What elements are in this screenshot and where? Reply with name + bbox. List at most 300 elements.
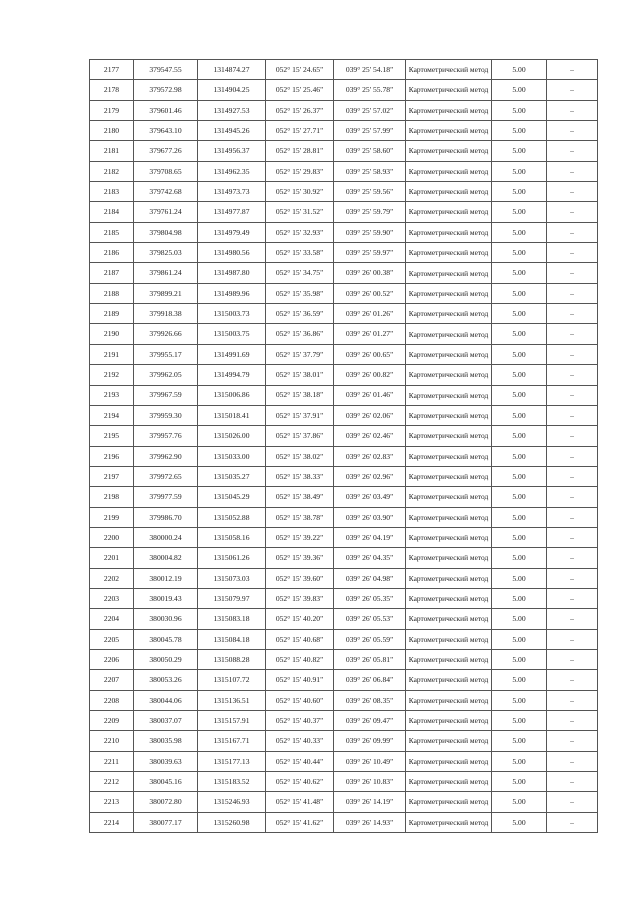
longitude-cell: 039° 25' 55.78"	[334, 80, 406, 100]
method-cell: Картометрический метод	[406, 731, 492, 751]
x-coordinate-cell: 379955.17	[134, 344, 198, 364]
accuracy-cell: 5.00	[492, 100, 547, 120]
latitude-cell: 052° 15' 38.18"	[266, 385, 334, 405]
point-number-cell: 2178	[90, 80, 134, 100]
x-coordinate-cell: 379572.98	[134, 80, 198, 100]
table-row	[90, 588, 598, 608]
x-coordinate-cell: 380050.29	[134, 649, 198, 669]
latitude-cell: 052° 15' 40.60"	[266, 690, 334, 710]
latitude-cell: 052° 15' 39.36"	[266, 548, 334, 568]
method-cell: Картометрический метод	[406, 202, 492, 222]
latitude-cell: 052° 15' 38.02"	[266, 446, 334, 466]
table-row	[90, 121, 598, 141]
x-coordinate-cell: 380072.80	[134, 792, 198, 812]
longitude-cell: 039° 25' 57.02"	[334, 100, 406, 120]
longitude-cell: 039° 25' 59.97"	[334, 243, 406, 263]
longitude-cell: 039° 25' 58.60"	[334, 141, 406, 161]
latitude-cell: 052° 15' 38.49"	[266, 487, 334, 507]
longitude-cell: 039° 26' 04.98"	[334, 568, 406, 588]
note-cell: –	[547, 751, 598, 771]
y-coordinate-cell: 1315246.93	[198, 792, 266, 812]
longitude-cell: 039° 26' 10.83"	[334, 772, 406, 792]
y-coordinate-cell: 1315083.18	[198, 609, 266, 629]
table-row	[90, 731, 598, 751]
accuracy-cell: 5.00	[492, 283, 547, 303]
x-coordinate-cell: 379825.03	[134, 243, 198, 263]
y-coordinate-cell: 1314904.25	[198, 80, 266, 100]
latitude-cell: 052° 15' 39.60"	[266, 568, 334, 588]
y-coordinate-cell: 1314973.73	[198, 182, 266, 202]
method-cell: Картометрический метод	[406, 263, 492, 283]
table-row	[90, 711, 598, 731]
latitude-cell: 052° 15' 27.71"	[266, 121, 334, 141]
note-cell: –	[547, 141, 598, 161]
accuracy-cell: 5.00	[492, 588, 547, 608]
y-coordinate-cell: 1314945.26	[198, 121, 266, 141]
y-coordinate-cell: 1314927.53	[198, 100, 266, 120]
longitude-cell: 039° 26' 01.46"	[334, 385, 406, 405]
note-cell: –	[547, 283, 598, 303]
table-row	[90, 365, 598, 385]
x-coordinate-cell: 380045.78	[134, 629, 198, 649]
x-coordinate-cell: 379643.10	[134, 121, 198, 141]
accuracy-cell: 5.00	[492, 344, 547, 364]
longitude-cell: 039° 25' 58.93"	[334, 161, 406, 181]
y-coordinate-cell: 1315157.91	[198, 711, 266, 731]
point-number-cell: 2196	[90, 446, 134, 466]
y-coordinate-cell: 1315003.75	[198, 324, 266, 344]
longitude-cell: 039° 26' 05.81"	[334, 649, 406, 669]
point-number-cell: 2214	[90, 812, 134, 832]
method-cell: Картометрический метод	[406, 304, 492, 324]
table-row	[90, 426, 598, 446]
point-number-cell: 2184	[90, 202, 134, 222]
accuracy-cell: 5.00	[492, 324, 547, 344]
table-row	[90, 548, 598, 568]
y-coordinate-cell: 1315084.18	[198, 629, 266, 649]
accuracy-cell: 5.00	[492, 690, 547, 710]
x-coordinate-cell: 379962.90	[134, 446, 198, 466]
note-cell: –	[547, 772, 598, 792]
note-cell: –	[547, 568, 598, 588]
note-cell: –	[547, 588, 598, 608]
method-cell: Картометрический метод	[406, 812, 492, 832]
note-cell: –	[547, 690, 598, 710]
latitude-cell: 052° 15' 34.75"	[266, 263, 334, 283]
note-cell: –	[547, 507, 598, 527]
latitude-cell: 052° 15' 40.33"	[266, 731, 334, 751]
note-cell: –	[547, 405, 598, 425]
longitude-cell: 039° 26' 01.27"	[334, 324, 406, 344]
accuracy-cell: 5.00	[492, 446, 547, 466]
y-coordinate-cell: 1315088.28	[198, 649, 266, 669]
point-number-cell: 2177	[90, 60, 134, 80]
y-coordinate-cell: 1314989.96	[198, 283, 266, 303]
table-row	[90, 243, 598, 263]
method-cell: Картометрический метод	[406, 100, 492, 120]
table-row	[90, 649, 598, 669]
latitude-cell: 052° 15' 40.68"	[266, 629, 334, 649]
table-row	[90, 629, 598, 649]
x-coordinate-cell: 379601.46	[134, 100, 198, 120]
table-row	[90, 670, 598, 690]
table-row	[90, 507, 598, 527]
note-cell: –	[547, 670, 598, 690]
method-cell: Картометрический метод	[406, 772, 492, 792]
longitude-cell: 039° 26' 02.06"	[334, 405, 406, 425]
longitude-cell: 039° 26' 04.35"	[334, 548, 406, 568]
x-coordinate-cell: 379962.05	[134, 365, 198, 385]
longitude-cell: 039° 26' 14.19"	[334, 792, 406, 812]
y-coordinate-cell: 1315003.73	[198, 304, 266, 324]
longitude-cell: 039° 26' 00.52"	[334, 283, 406, 303]
x-coordinate-cell: 380044.06	[134, 690, 198, 710]
accuracy-cell: 5.00	[492, 711, 547, 731]
note-cell: –	[547, 446, 598, 466]
coordinates-table	[89, 59, 598, 833]
point-number-cell: 2197	[90, 466, 134, 486]
accuracy-cell: 5.00	[492, 649, 547, 669]
x-coordinate-cell: 380045.16	[134, 772, 198, 792]
point-number-cell: 2203	[90, 588, 134, 608]
y-coordinate-cell: 1315033.00	[198, 446, 266, 466]
method-cell: Картометрический метод	[406, 426, 492, 446]
table-row	[90, 772, 598, 792]
document-page	[89, 59, 597, 833]
x-coordinate-cell: 380037.07	[134, 711, 198, 731]
longitude-cell: 039° 26' 05.35"	[334, 588, 406, 608]
y-coordinate-cell: 1315018.41	[198, 405, 266, 425]
longitude-cell: 039° 26' 08.35"	[334, 690, 406, 710]
method-cell: Картометрический метод	[406, 792, 492, 812]
longitude-cell: 039° 26' 10.49"	[334, 751, 406, 771]
note-cell: –	[547, 426, 598, 446]
longitude-cell: 039° 26' 00.65"	[334, 344, 406, 364]
accuracy-cell: 5.00	[492, 385, 547, 405]
x-coordinate-cell: 379957.76	[134, 426, 198, 446]
x-coordinate-cell: 379918.38	[134, 304, 198, 324]
y-coordinate-cell: 1314991.69	[198, 344, 266, 364]
longitude-cell: 039° 26' 14.93"	[334, 812, 406, 832]
accuracy-cell: 5.00	[492, 182, 547, 202]
accuracy-cell: 5.00	[492, 609, 547, 629]
point-number-cell: 2188	[90, 283, 134, 303]
note-cell: –	[547, 792, 598, 812]
table-row	[90, 609, 598, 629]
point-number-cell: 2198	[90, 487, 134, 507]
y-coordinate-cell: 1314962.35	[198, 161, 266, 181]
accuracy-cell: 5.00	[492, 365, 547, 385]
method-cell: Картометрический метод	[406, 324, 492, 344]
y-coordinate-cell: 1315006.86	[198, 385, 266, 405]
table-row	[90, 324, 598, 344]
accuracy-cell: 5.00	[492, 60, 547, 80]
latitude-cell: 052° 15' 38.01"	[266, 365, 334, 385]
point-number-cell: 2207	[90, 670, 134, 690]
table-row	[90, 202, 598, 222]
note-cell: –	[547, 548, 598, 568]
x-coordinate-cell: 380039.63	[134, 751, 198, 771]
table-row	[90, 751, 598, 771]
latitude-cell: 052° 15' 38.78"	[266, 507, 334, 527]
latitude-cell: 052° 15' 41.48"	[266, 792, 334, 812]
point-number-cell: 2206	[90, 649, 134, 669]
y-coordinate-cell: 1314874.27	[198, 60, 266, 80]
table-row	[90, 527, 598, 547]
y-coordinate-cell: 1315052.88	[198, 507, 266, 527]
table-row	[90, 141, 598, 161]
note-cell: –	[547, 161, 598, 181]
method-cell: Картометрический метод	[406, 466, 492, 486]
method-cell: Картометрический метод	[406, 344, 492, 364]
longitude-cell: 039° 25' 59.90"	[334, 222, 406, 242]
table-row	[90, 344, 598, 364]
longitude-cell: 039° 26' 09.99"	[334, 731, 406, 751]
note-cell: –	[547, 731, 598, 751]
table-row	[90, 446, 598, 466]
table-row	[90, 385, 598, 405]
y-coordinate-cell: 1315136.51	[198, 690, 266, 710]
method-cell: Картометрический метод	[406, 365, 492, 385]
latitude-cell: 052° 15' 40.62"	[266, 772, 334, 792]
x-coordinate-cell: 380000.24	[134, 527, 198, 547]
x-coordinate-cell: 379899.21	[134, 283, 198, 303]
method-cell: Картометрический метод	[406, 141, 492, 161]
longitude-cell: 039° 25' 59.56"	[334, 182, 406, 202]
accuracy-cell: 5.00	[492, 202, 547, 222]
point-number-cell: 2191	[90, 344, 134, 364]
accuracy-cell: 5.00	[492, 304, 547, 324]
x-coordinate-cell: 379926.66	[134, 324, 198, 344]
x-coordinate-cell: 379761.24	[134, 202, 198, 222]
note-cell: –	[547, 60, 598, 80]
longitude-cell: 039° 26' 02.96"	[334, 466, 406, 486]
table-row	[90, 263, 598, 283]
note-cell: –	[547, 243, 598, 263]
latitude-cell: 052° 15' 38.33"	[266, 466, 334, 486]
y-coordinate-cell: 1315177.13	[198, 751, 266, 771]
note-cell: –	[547, 527, 598, 547]
method-cell: Картометрический метод	[406, 711, 492, 731]
method-cell: Картометрический метод	[406, 182, 492, 202]
accuracy-cell: 5.00	[492, 629, 547, 649]
accuracy-cell: 5.00	[492, 222, 547, 242]
longitude-cell: 039° 25' 59.79"	[334, 202, 406, 222]
coordinates-table-body	[90, 60, 598, 833]
note-cell: –	[547, 609, 598, 629]
point-number-cell: 2192	[90, 365, 134, 385]
method-cell: Картометрический метод	[406, 507, 492, 527]
x-coordinate-cell: 379708.65	[134, 161, 198, 181]
table-row	[90, 182, 598, 202]
table-row	[90, 487, 598, 507]
point-number-cell: 2212	[90, 772, 134, 792]
table-row	[90, 100, 598, 120]
longitude-cell: 039° 26' 09.47"	[334, 711, 406, 731]
note-cell: –	[547, 100, 598, 120]
latitude-cell: 052° 15' 40.37"	[266, 711, 334, 731]
method-cell: Картометрический метод	[406, 121, 492, 141]
point-number-cell: 2199	[90, 507, 134, 527]
longitude-cell: 039° 26' 05.53"	[334, 609, 406, 629]
y-coordinate-cell: 1315058.16	[198, 527, 266, 547]
table-row	[90, 304, 598, 324]
x-coordinate-cell: 379959.30	[134, 405, 198, 425]
method-cell: Картометрический метод	[406, 222, 492, 242]
point-number-cell: 2182	[90, 161, 134, 181]
table-row	[90, 283, 598, 303]
y-coordinate-cell: 1315073.03	[198, 568, 266, 588]
method-cell: Картометрический метод	[406, 690, 492, 710]
x-coordinate-cell: 379986.70	[134, 507, 198, 527]
latitude-cell: 052° 15' 36.86"	[266, 324, 334, 344]
point-number-cell: 2210	[90, 731, 134, 751]
method-cell: Картометрический метод	[406, 243, 492, 263]
longitude-cell: 039° 26' 02.46"	[334, 426, 406, 446]
accuracy-cell: 5.00	[492, 792, 547, 812]
note-cell: –	[547, 711, 598, 731]
x-coordinate-cell: 380019.43	[134, 588, 198, 608]
accuracy-cell: 5.00	[492, 80, 547, 100]
table-row	[90, 222, 598, 242]
latitude-cell: 052° 15' 39.83"	[266, 588, 334, 608]
method-cell: Картометрический метод	[406, 609, 492, 629]
y-coordinate-cell: 1314980.56	[198, 243, 266, 263]
accuracy-cell: 5.00	[492, 487, 547, 507]
point-number-cell: 2193	[90, 385, 134, 405]
x-coordinate-cell: 379861.24	[134, 263, 198, 283]
method-cell: Картометрический метод	[406, 60, 492, 80]
point-number-cell: 2180	[90, 121, 134, 141]
point-number-cell: 2190	[90, 324, 134, 344]
point-number-cell: 2179	[90, 100, 134, 120]
table-row	[90, 405, 598, 425]
note-cell: –	[547, 344, 598, 364]
accuracy-cell: 5.00	[492, 161, 547, 181]
latitude-cell: 052° 15' 24.65"	[266, 60, 334, 80]
method-cell: Картометрический метод	[406, 568, 492, 588]
table-row	[90, 568, 598, 588]
method-cell: Картометрический метод	[406, 283, 492, 303]
note-cell: –	[547, 487, 598, 507]
method-cell: Картометрический метод	[406, 548, 492, 568]
point-number-cell: 2189	[90, 304, 134, 324]
point-number-cell: 2208	[90, 690, 134, 710]
method-cell: Картометрический метод	[406, 405, 492, 425]
x-coordinate-cell: 379977.59	[134, 487, 198, 507]
latitude-cell: 052° 15' 41.62"	[266, 812, 334, 832]
longitude-cell: 039° 26' 00.38"	[334, 263, 406, 283]
point-number-cell: 2202	[90, 568, 134, 588]
y-coordinate-cell: 1315045.29	[198, 487, 266, 507]
longitude-cell: 039° 26' 03.90"	[334, 507, 406, 527]
note-cell: –	[547, 222, 598, 242]
y-coordinate-cell: 1315183.52	[198, 772, 266, 792]
note-cell: –	[547, 629, 598, 649]
y-coordinate-cell: 1315079.97	[198, 588, 266, 608]
latitude-cell: 052° 15' 40.82"	[266, 649, 334, 669]
table-row	[90, 60, 598, 80]
accuracy-cell: 5.00	[492, 426, 547, 446]
y-coordinate-cell: 1314979.49	[198, 222, 266, 242]
accuracy-cell: 5.00	[492, 751, 547, 771]
longitude-cell: 039° 25' 57.99"	[334, 121, 406, 141]
latitude-cell: 052° 15' 40.20"	[266, 609, 334, 629]
longitude-cell: 039° 25' 54.18"	[334, 60, 406, 80]
longitude-cell: 039° 26' 02.83"	[334, 446, 406, 466]
x-coordinate-cell: 379742.68	[134, 182, 198, 202]
y-coordinate-cell: 1314956.37	[198, 141, 266, 161]
latitude-cell: 052° 15' 30.92"	[266, 182, 334, 202]
latitude-cell: 052° 15' 28.81"	[266, 141, 334, 161]
note-cell: –	[547, 121, 598, 141]
longitude-cell: 039° 26' 05.59"	[334, 629, 406, 649]
longitude-cell: 039° 26' 06.84"	[334, 670, 406, 690]
x-coordinate-cell: 380030.96	[134, 609, 198, 629]
point-number-cell: 2183	[90, 182, 134, 202]
accuracy-cell: 5.00	[492, 812, 547, 832]
method-cell: Картометрический метод	[406, 751, 492, 771]
x-coordinate-cell: 379967.59	[134, 385, 198, 405]
table-row	[90, 792, 598, 812]
note-cell: –	[547, 80, 598, 100]
note-cell: –	[547, 365, 598, 385]
latitude-cell: 052° 15' 36.59"	[266, 304, 334, 324]
accuracy-cell: 5.00	[492, 507, 547, 527]
latitude-cell: 052° 15' 33.58"	[266, 243, 334, 263]
latitude-cell: 052° 15' 35.98"	[266, 283, 334, 303]
longitude-cell: 039° 26' 04.19"	[334, 527, 406, 547]
accuracy-cell: 5.00	[492, 548, 547, 568]
latitude-cell: 052° 15' 37.91"	[266, 405, 334, 425]
point-number-cell: 2186	[90, 243, 134, 263]
point-number-cell: 2201	[90, 548, 134, 568]
method-cell: Картометрический метод	[406, 161, 492, 181]
accuracy-cell: 5.00	[492, 141, 547, 161]
x-coordinate-cell: 380004.82	[134, 548, 198, 568]
point-number-cell: 2185	[90, 222, 134, 242]
point-number-cell: 2211	[90, 751, 134, 771]
accuracy-cell: 5.00	[492, 731, 547, 751]
y-coordinate-cell: 1315260.98	[198, 812, 266, 832]
point-number-cell: 2213	[90, 792, 134, 812]
x-coordinate-cell: 379547.55	[134, 60, 198, 80]
note-cell: –	[547, 304, 598, 324]
accuracy-cell: 5.00	[492, 670, 547, 690]
accuracy-cell: 5.00	[492, 243, 547, 263]
accuracy-cell: 5.00	[492, 405, 547, 425]
y-coordinate-cell: 1314987.80	[198, 263, 266, 283]
point-number-cell: 2205	[90, 629, 134, 649]
note-cell: –	[547, 182, 598, 202]
note-cell: –	[547, 466, 598, 486]
y-coordinate-cell: 1315107.72	[198, 670, 266, 690]
method-cell: Картометрический метод	[406, 670, 492, 690]
point-number-cell: 2200	[90, 527, 134, 547]
accuracy-cell: 5.00	[492, 527, 547, 547]
latitude-cell: 052° 15' 37.79"	[266, 344, 334, 364]
x-coordinate-cell: 380077.17	[134, 812, 198, 832]
y-coordinate-cell: 1315167.71	[198, 731, 266, 751]
latitude-cell: 052° 15' 25.46"	[266, 80, 334, 100]
point-number-cell: 2187	[90, 263, 134, 283]
latitude-cell: 052° 15' 29.83"	[266, 161, 334, 181]
accuracy-cell: 5.00	[492, 121, 547, 141]
note-cell: –	[547, 812, 598, 832]
point-number-cell: 2195	[90, 426, 134, 446]
longitude-cell: 039° 26' 03.49"	[334, 487, 406, 507]
x-coordinate-cell: 379972.65	[134, 466, 198, 486]
